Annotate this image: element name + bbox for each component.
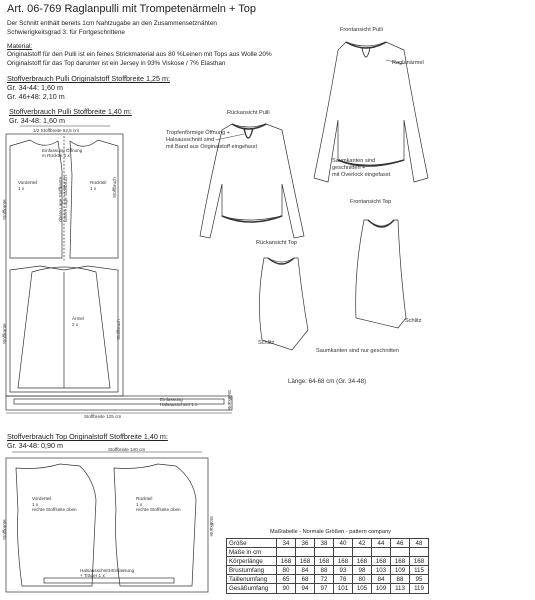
table-cell xyxy=(353,548,372,557)
table-cell: 93 xyxy=(334,566,353,575)
material-top: Originalstoff für das Top darunter ist ein Jersey in 93% Viskose / 7% Elasthan xyxy=(7,59,226,67)
raglan-label: Raglanärmel xyxy=(392,60,424,66)
half-width-label: 1/2 Stoffbreite 62,5 cm xyxy=(33,128,80,133)
table-row xyxy=(227,584,429,593)
vertical-note: obere Lage Stoffkante untere Lage Stoffbruch xyxy=(58,175,68,222)
table-cell: 168 xyxy=(410,557,429,566)
table-cell: 105 xyxy=(353,584,372,593)
table-cell xyxy=(372,548,391,557)
selvedge-label-2: Stoffkante xyxy=(2,323,7,344)
table-cell: 88 xyxy=(391,575,410,584)
back-piece-label: Rückteil 1 x xyxy=(90,180,107,191)
table-cell: 168 xyxy=(391,557,410,566)
table-cell xyxy=(334,548,353,557)
front-top-label: Frontansicht Top xyxy=(350,199,392,205)
fold-label: Stoffbruch xyxy=(112,177,117,198)
table-cell: 119 xyxy=(410,584,429,593)
back-top-label: Rückansicht Top xyxy=(256,240,297,246)
material-heading: Material: xyxy=(7,43,33,50)
table-cell: 94 xyxy=(296,584,315,593)
table-cell: 115 xyxy=(410,566,429,575)
table-cell: 65 xyxy=(277,575,296,584)
binding-strip-frame xyxy=(6,396,232,410)
table-cell: 84 xyxy=(296,566,315,575)
table-cell xyxy=(391,548,410,557)
table-cell: 109 xyxy=(391,566,410,575)
table-cell: 88 xyxy=(315,566,334,575)
table-cell xyxy=(296,548,315,557)
hem-note: Saumkanten sind geschnitten + mit Overlock eingefasst xyxy=(332,158,391,178)
fabric-width-label: Stoffbreite 125 cm xyxy=(84,414,122,419)
table-cell: 103 xyxy=(372,566,391,575)
size-table-header xyxy=(227,539,429,548)
pulli-consumption-heading: Stoffverbrauch Pulli Originalstoff Stoffbreite 1,25 m: xyxy=(7,74,171,83)
length-note: Länge: 64-68 cm (Gr. 34-48) xyxy=(288,378,367,385)
top-fabric-width-label: Stoffbreite 140 cm xyxy=(108,447,146,452)
front-top-illustration xyxy=(356,220,406,328)
table-row xyxy=(227,575,429,584)
table-cell: Größe xyxy=(227,539,277,548)
table-cell: 44 xyxy=(372,539,391,548)
neck-binding-label: Einfassung Halsausschnitt 1 x xyxy=(160,397,198,407)
table-cell xyxy=(277,548,296,557)
table-cell xyxy=(315,548,334,557)
table-cell: 48 xyxy=(410,539,429,548)
table-cell: 168 xyxy=(353,557,372,566)
table-cell: 76 xyxy=(334,575,353,584)
slit-label-2: Schlitz xyxy=(258,340,275,346)
table-cell: 168 xyxy=(372,557,391,566)
table-cell: 90 xyxy=(277,584,296,593)
table-cell: 168 xyxy=(315,557,334,566)
table-cell: Maße in cm xyxy=(227,548,277,557)
sleeve-label: Ärmel 2 x xyxy=(72,316,84,327)
pulli-b-consumption-heading: Stoffverbrauch Pulli Stoffbreite 1,40 m: xyxy=(9,107,132,116)
table-cell: Gesäßumfang xyxy=(227,584,277,593)
top-selvedge-label-2: Stoffkante xyxy=(209,516,214,537)
table-cell: 34 xyxy=(277,539,296,548)
table-cell: 101 xyxy=(334,584,353,593)
neck-opening-label: Einfassung Öffnung m Rücktei 1 x xyxy=(42,148,83,159)
table-cell: 168 xyxy=(296,557,315,566)
table-cell: Körperlänge xyxy=(227,557,277,566)
table-cell: 168 xyxy=(277,557,296,566)
table-row xyxy=(227,557,429,566)
pulli-size-1: Gr. 34-44: 1,60 m xyxy=(7,83,63,92)
table-cell: 68 xyxy=(296,575,315,584)
table-row xyxy=(227,566,429,575)
pulli-layout-frame xyxy=(6,134,123,396)
back-top-illustration xyxy=(259,258,308,350)
front-pulli-label: Frontansicht Pulli xyxy=(340,27,383,33)
page-title: Art. 06-769 Raglanpulli mit Trompetenärmeln + Top xyxy=(7,3,256,15)
table-cell: 109 xyxy=(372,584,391,593)
drop-opening-note: Tropfenförmige Öffnung + Halsausschnitt sind mit Band aus Originalstoff eingefasst xyxy=(166,130,257,150)
top-front-label: Vorderteil 1 x rechte Stoffseite oben xyxy=(32,496,77,513)
table-cell: 97 xyxy=(315,584,334,593)
pulli-size-2: Gr. 46+48: 2,10 m xyxy=(7,92,65,101)
size-table-caption: Maßtabelle - Normale Größen - pattern company xyxy=(270,529,391,535)
material-pulli: Originalstoff für den Pulli ist ein feines Strickmaterial aus 80 %Leinen mit Tops aus Wolle 20% xyxy=(7,51,272,58)
back-pulli-label: Rückansicht Pulli xyxy=(227,110,270,116)
difficulty-note: Schwierigkeitsgrad 3: für Fortgeschrittene xyxy=(7,28,125,36)
table-cell: 72 xyxy=(315,575,334,584)
table-cell: 46 xyxy=(391,539,410,548)
size-table xyxy=(226,538,429,594)
table-cell: 98 xyxy=(353,566,372,575)
table-cell: 113 xyxy=(391,584,410,593)
top-binding-label: Halsausschnitt-Einfassung + Träger 1 x xyxy=(80,568,135,579)
table-cell: Brustumfang xyxy=(227,566,277,575)
fold-label-2: Stoffbruch xyxy=(116,319,121,340)
slit-label: Schlitz xyxy=(405,318,422,324)
top-selvedge-label: Stoffkante xyxy=(2,519,7,540)
table-cell: 95 xyxy=(410,575,429,584)
table-row xyxy=(227,548,429,557)
selvedge-label-3: Stoffkante xyxy=(227,390,232,411)
table-cell: 168 xyxy=(334,557,353,566)
top-back-label: Rückteil 1 x rechte Stoffseite oben xyxy=(136,496,181,513)
table-cell xyxy=(410,548,429,557)
seam-allowance-note: Der Schnitt enthält bereits 1cm Nahtzugabe an den Zusammensetznähten xyxy=(7,20,217,27)
top-size: Gr. 34-48: 0,90 m xyxy=(7,441,63,450)
hem-top-note: Saumkanten sind nur geschnitten xyxy=(316,348,400,354)
front-piece-label: Vorderteil 1 x xyxy=(18,180,38,191)
table-cell: 40 xyxy=(334,539,353,548)
pulli-b-size: Gr. 34-48: 1,60 m xyxy=(9,116,65,125)
table-cell: 36 xyxy=(296,539,315,548)
table-cell: 38 xyxy=(315,539,334,548)
table-cell: Taillenumfang xyxy=(227,575,277,584)
table-cell: 80 xyxy=(277,566,296,575)
table-cell: 84 xyxy=(372,575,391,584)
table-cell: 80 xyxy=(353,575,372,584)
top-consumption-heading: Stoffverbrauch Top Originalstoff Stoffbreite 1,40 m: xyxy=(7,432,168,441)
table-cell: 42 xyxy=(353,539,372,548)
selvedge-label: Stoffkante xyxy=(2,199,7,220)
